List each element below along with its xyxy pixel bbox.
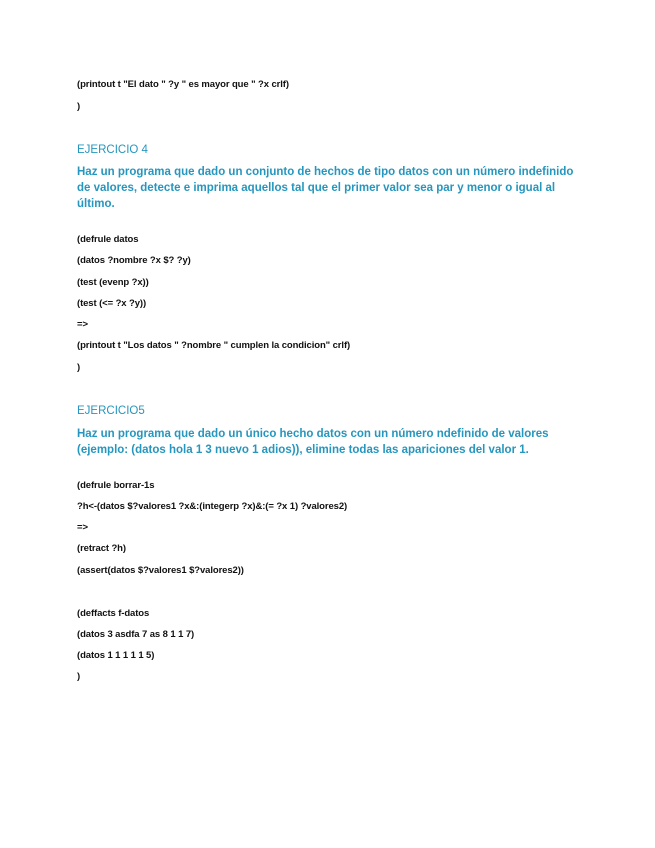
code-line: (retract ?h) [77, 543, 126, 554]
code-line: (datos 1 1 1 1 1 5) [77, 650, 155, 661]
exercise-4-heading: EJERCICIO 4 [77, 144, 148, 156]
code-line: ) [77, 362, 81, 373]
code-line: (datos ?nombre ?x $? ?y) [77, 255, 191, 266]
code-line: (assert(datos $?valores1 $?valores2)) [77, 565, 244, 576]
code-line: (test (evenp ?x)) [77, 277, 149, 288]
code-line: (test (<= ?x ?y)) [77, 298, 147, 309]
exercise-4-description-line: de valores, detecte e imprima aquellos tal que el primer valor sea par y menor o igual al [77, 182, 556, 194]
exercise-5-heading: EJERCICIO5 [77, 405, 145, 417]
code-line: (defrule datos [77, 234, 139, 245]
code-line: (datos 3 asdfa 7 as 8 1 1 7) [77, 629, 195, 640]
code-line: (printout t "El dato " ?y " es mayor que " ?x crlf) [77, 79, 289, 90]
code-line: ?h<-(datos $?valores1 ?x&:(integerp ?x)&:(= ?x 1) ?valores2) [77, 501, 348, 512]
code-line: (defrule borrar-1s [77, 480, 155, 491]
code-line: ) [77, 101, 81, 112]
exercise-4-description-line: Haz un programa que dado un conjunto de hechos de tipo datos con un número indefinido [77, 166, 574, 178]
code-line: => [77, 319, 88, 330]
code-line: ) [77, 671, 81, 682]
exercise-5-description-line: (ejemplo: (datos hola 1 3 nuevo 1 adios)), elimine todas las apariciones del valor 1. [77, 444, 529, 456]
code-line: => [77, 522, 88, 533]
exercise-4-description-line: último. [77, 198, 115, 210]
code-line: (printout t "Los datos " ?nombre " cumplen la condicion" crlf) [77, 340, 351, 351]
exercise-5-description-line: Haz un programa que dado un único hecho datos con un número ndefinido de valores [77, 428, 549, 440]
code-line: (deffacts f-datos [77, 608, 150, 619]
